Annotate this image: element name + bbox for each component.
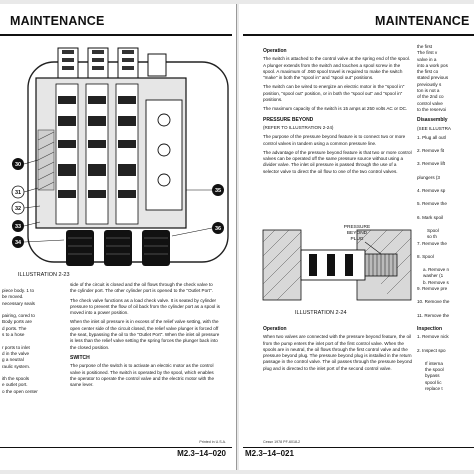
see-illustration-note: (SEE ILLUSTRA — [417, 125, 451, 131]
control-valve-illustration — [0, 40, 236, 272]
left-column-text — [2, 288, 64, 395]
text-line: bypass — [425, 373, 440, 379]
paragraph: The advantage of the pressure beyond feature is that two or more control valves can be operated off the same pressure source without using a divider valve. The inlet oil pressure is passed through the use of a selector valve to direct the oil flow to one of the two control valves. — [263, 149, 412, 174]
main-column-bottom — [263, 322, 413, 375]
callout-31-label: 31 — [14, 190, 22, 196]
text-line: necessary seals — [2, 300, 35, 306]
main-column-top — [263, 44, 413, 178]
paragraph: The purpose of the switch is to activate an electric motor as the control valve is positioned. The switch is operated by the spool, which enables the operator to operate the control valve and the electric motor with the same lever. — [70, 363, 215, 388]
callout-32-label: 32 — [14, 206, 22, 212]
text-line: If interna — [425, 360, 443, 366]
pressure-beyond-illustration — [261, 222, 413, 308]
text-line: the spool — [425, 367, 444, 373]
inspection-step: 1. Remove nick — [417, 334, 449, 340]
text-line: replace t — [425, 385, 443, 391]
callout-34-label: 34 — [14, 240, 22, 246]
left-page — [0, 4, 237, 470]
disassembly-step: 3. Remove lift — [417, 161, 446, 167]
text-line: so th — [427, 234, 437, 240]
paragraph: When two valves are connected with the pressure beyond feature, the oil from the pump enters the inlet port of the first control valve. When the spools are in neutral, the oil flows through the first control valve and the pressure beyond plug. The pressure beyond plug is installed in the return passage in the control valve. The oil passes through the pressure beyond plug and is directed to the inlet port of the second control valve. — [263, 334, 413, 371]
callout-30-label: 30 — [14, 162, 22, 168]
page-number: M2.3–14–020 — [177, 449, 226, 458]
callout-36-label: 36 — [214, 226, 222, 232]
right-page — [239, 4, 474, 470]
step-8: 8. Spool — [417, 253, 434, 259]
side-column — [417, 44, 474, 392]
printed-note: Cessn 1978 PF-6018-2 — [263, 440, 301, 444]
plug-label-line3: PLUG — [350, 237, 364, 242]
disassembly-step: 6. Mark spoil — [417, 214, 444, 220]
step-7: 7. Remove the — [417, 240, 447, 246]
section-heading-disassembly: Disassembly — [417, 117, 448, 124]
text-line: spool lic — [425, 379, 442, 385]
text-line: previously s — [417, 81, 442, 87]
text-line: ton is not a — [417, 88, 440, 94]
illustration-caption: ILLUSTRATION 2-24 — [295, 310, 347, 316]
disassembly-step: 2. Remove fit — [417, 148, 445, 154]
text-line: into a work pos — [417, 62, 448, 68]
text-line: control valve — [417, 100, 443, 106]
section-heading-operation: Operation — [263, 48, 287, 54]
text-line: Body ports are — [2, 319, 32, 325]
printed-note: Printed in U.S.A. — [199, 440, 226, 444]
disassembly-step: 9. Remove pre — [417, 286, 448, 292]
text-line: d ports. The — [2, 325, 27, 331]
paragraph: The switch can be wired to energize an electric motor in the "spool in" position, "spool out" position, or in both the "spool out" and "spool in" positions. — [263, 84, 405, 103]
disassembly-step: 10. Remove the — [417, 299, 450, 305]
disassembly-step: 11. Remove the — [417, 312, 450, 318]
text-line: o the open center — [2, 388, 38, 394]
disassembly-step: 4. Remove sp — [417, 188, 446, 194]
header-rule — [243, 34, 474, 36]
inspection-step: 2. Inspect spo — [417, 347, 446, 353]
sub-step: a. Remove n — [423, 267, 450, 273]
sub-step: washer (1 — [423, 273, 444, 279]
text-line: of the 2nd co — [417, 94, 444, 100]
text-line: piece body. 1 to — [2, 288, 35, 293]
paragraph: The purpose of the pressure beyond feature is to connect two or more control valves in tandem using a common pressure line. — [263, 134, 406, 146]
text-line: be moved. — [2, 294, 24, 300]
text-line: ith the spools — [2, 376, 30, 382]
illustration-caption: ILLUSTRATION 2-23 — [18, 272, 70, 278]
text-line: e outlet port. — [2, 382, 28, 388]
section-heading-pressure-beyond: PRESSURE BEYOND — [263, 116, 314, 123]
text-line: the first — [417, 44, 433, 49]
switch-3 — [142, 230, 170, 266]
section-heading-operation-2: Operation — [263, 326, 287, 332]
text-line: The first v — [417, 50, 438, 56]
callout-35-label: 35 — [214, 188, 222, 194]
right-page-header: MAINTENANCE — [375, 14, 470, 28]
text-line: pairing, cored to — [2, 313, 35, 319]
section-heading-switch: SWITCH — [70, 354, 90, 361]
text-line: the first co — [417, 69, 439, 75]
footer-rule — [243, 447, 474, 448]
switch-1 — [66, 230, 94, 266]
paragraph: The switch is attached to the control valve at the spring end of the spool. A plunger extends from the switch and touches a spool screw in the spool. A maximum of .060 spool travel is required to make the switch "make" in both the "spool in" and "spool out" positions. — [263, 56, 411, 81]
disassembly-step: plungers (3 — [417, 174, 440, 180]
text-line: r ports to inlet — [2, 344, 30, 350]
section-heading-inspection: Inspection — [417, 325, 443, 332]
switch-2 — [104, 230, 132, 266]
top-fitting-4 — [148, 54, 166, 76]
left-page-header: MAINTENANCE — [10, 14, 105, 28]
page-number: M2.3–14–021 — [245, 449, 294, 458]
callout-33-label: 33 — [14, 224, 22, 230]
text-line: d in the valve — [2, 350, 30, 356]
footer-rule — [0, 447, 232, 448]
right-column-text — [70, 282, 220, 391]
disassembly-step: 1. Plug all outl — [417, 134, 446, 140]
text-line: Spool — [427, 227, 439, 233]
paragraph: side of the circuit is closed and the oil flows through the check valve to the cylinder port. The other cylinder port is opened to the "Outlet Port". — [70, 282, 213, 294]
sub-step: b. Remove s — [423, 279, 449, 285]
text-line: stated previous — [417, 75, 449, 81]
paragraph: The maximum capacity of the switch is 15 amps at 250 volts AC or DC. — [263, 106, 408, 112]
disassembly-step: 5. Remove the — [417, 201, 447, 207]
text-line: s to a hose — [2, 332, 25, 338]
paragraph: When the inlet oil pressure is in excess of the relief valve setting, with the open center side of the circuit closed, the relief valve plunger is forced off the seat, bypassing the oil to the "Outlet Port". When the inlet oil pressure is less than the relief valve setting the spring forces the plunger back into the closed position. — [70, 319, 220, 350]
text-line: g a neutral — [2, 357, 24, 363]
text-line: to the reservoi — [417, 106, 447, 112]
text-line: valve in a — [417, 56, 437, 62]
header-rule — [0, 34, 232, 36]
text-line: raulic system. — [2, 363, 31, 369]
reference-note: (REFER TO ILLUSTRATION 2-24) — [263, 124, 334, 130]
plug-label-line1: PRESSURE — [343, 225, 371, 230]
plug-label-line2: BEYOND — [346, 231, 368, 236]
paragraph: The check valve functions as a load check valve. It is seated by cylinder pressure to prevent the flow of oil back from the cylinder port as a spool is moved into a power position. — [70, 297, 220, 316]
